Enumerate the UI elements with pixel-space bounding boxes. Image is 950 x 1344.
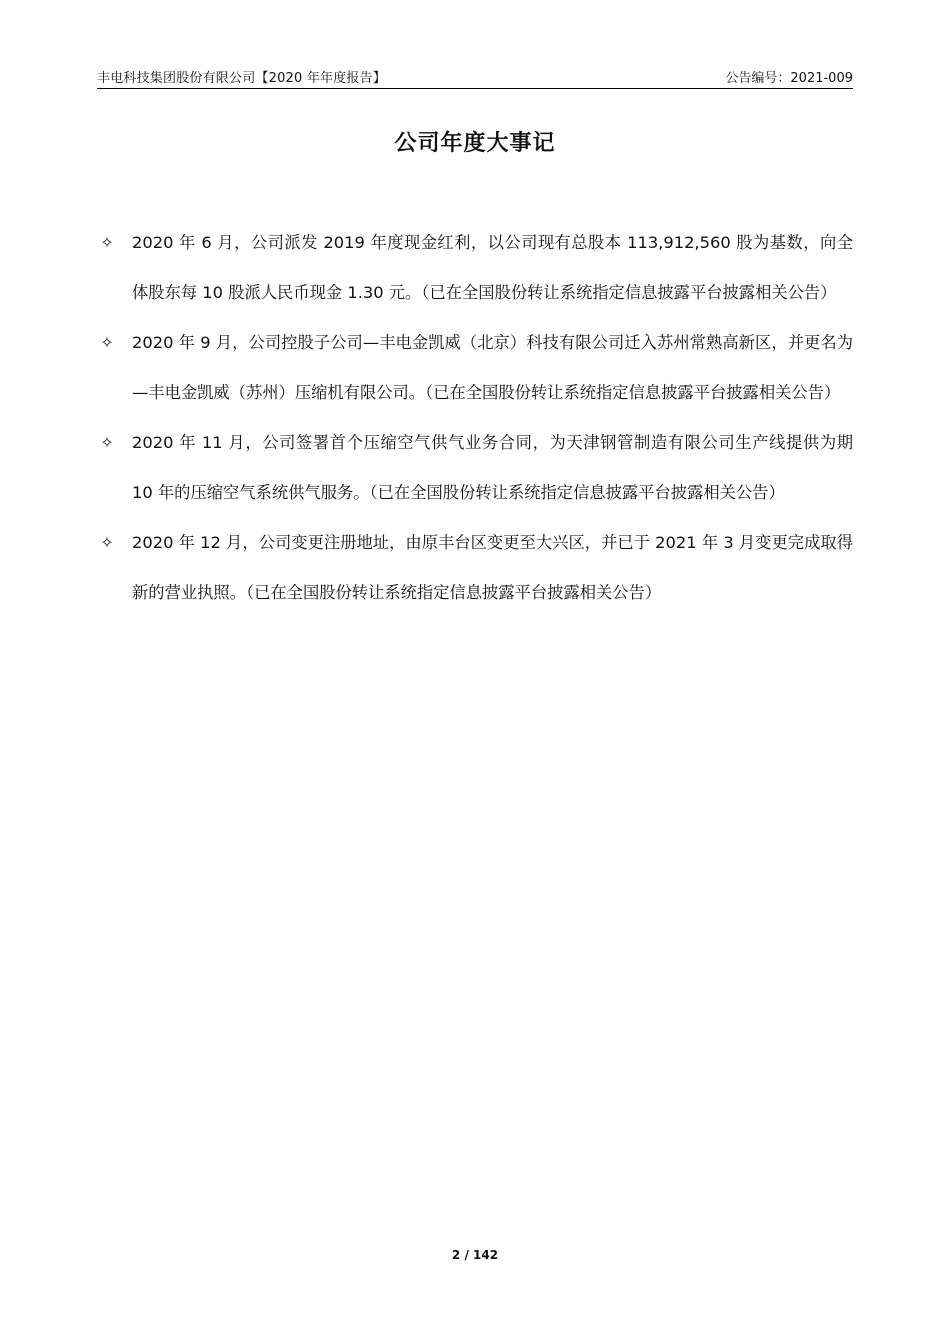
diamond-bullet-icon: ✧ <box>100 433 114 452</box>
event-text: 2020 年 6 月，公司派发 2019 年度现金红利，以公司现有总股本 113,912,560 股为基数，向全体股东每 10 股派人民币现金 1.30 元。（已在全国股份转让系统指定信息披露平台披露相关公告） <box>132 233 853 302</box>
list-item <box>97 218 853 318</box>
diamond-bullet-icon: ✧ <box>100 333 114 352</box>
announcement-number: 公告编号：2021-009 <box>725 71 853 86</box>
event-text: 2020 年 11 月，公司签署首个压缩空气供气业务合同，为天津钢管制造有限公司生产线提供为期 10 年的压缩空气系统供气服务。（已在全国股份转让系统指定信息披露平台披露相关公告） <box>132 433 853 502</box>
diamond-bullet-icon: ✧ <box>100 533 114 552</box>
event-text: 2020 年 12 月，公司变更注册地址，由原丰台区变更至大兴区，并已于 2021 年 3 月变更完成取得新的营业执照。（已在全国股份转让系统指定信息披露平台披露相关公告） <box>132 533 853 602</box>
report-header-title: 丰电科技集团股份有限公司【2020 年年度报告】 <box>97 71 387 86</box>
list-item <box>97 318 853 418</box>
events-list <box>97 218 853 618</box>
list-item <box>97 418 853 518</box>
list-item <box>97 518 853 618</box>
page-number: 2 / 142 <box>451 1248 499 1262</box>
event-text: 2020 年 9 月，公司控股子公司—丰电金凯威（北京）科技有限公司迁入苏州常熟高新区，并更名为—丰电金凯威（苏州）压缩机有限公司。（已在全国股份转让系统指定信息披露平台披露相关公告） <box>132 333 853 402</box>
page-header <box>97 64 853 89</box>
diamond-bullet-icon: ✧ <box>100 233 114 252</box>
page-title: 公司年度大事记 <box>394 131 556 156</box>
